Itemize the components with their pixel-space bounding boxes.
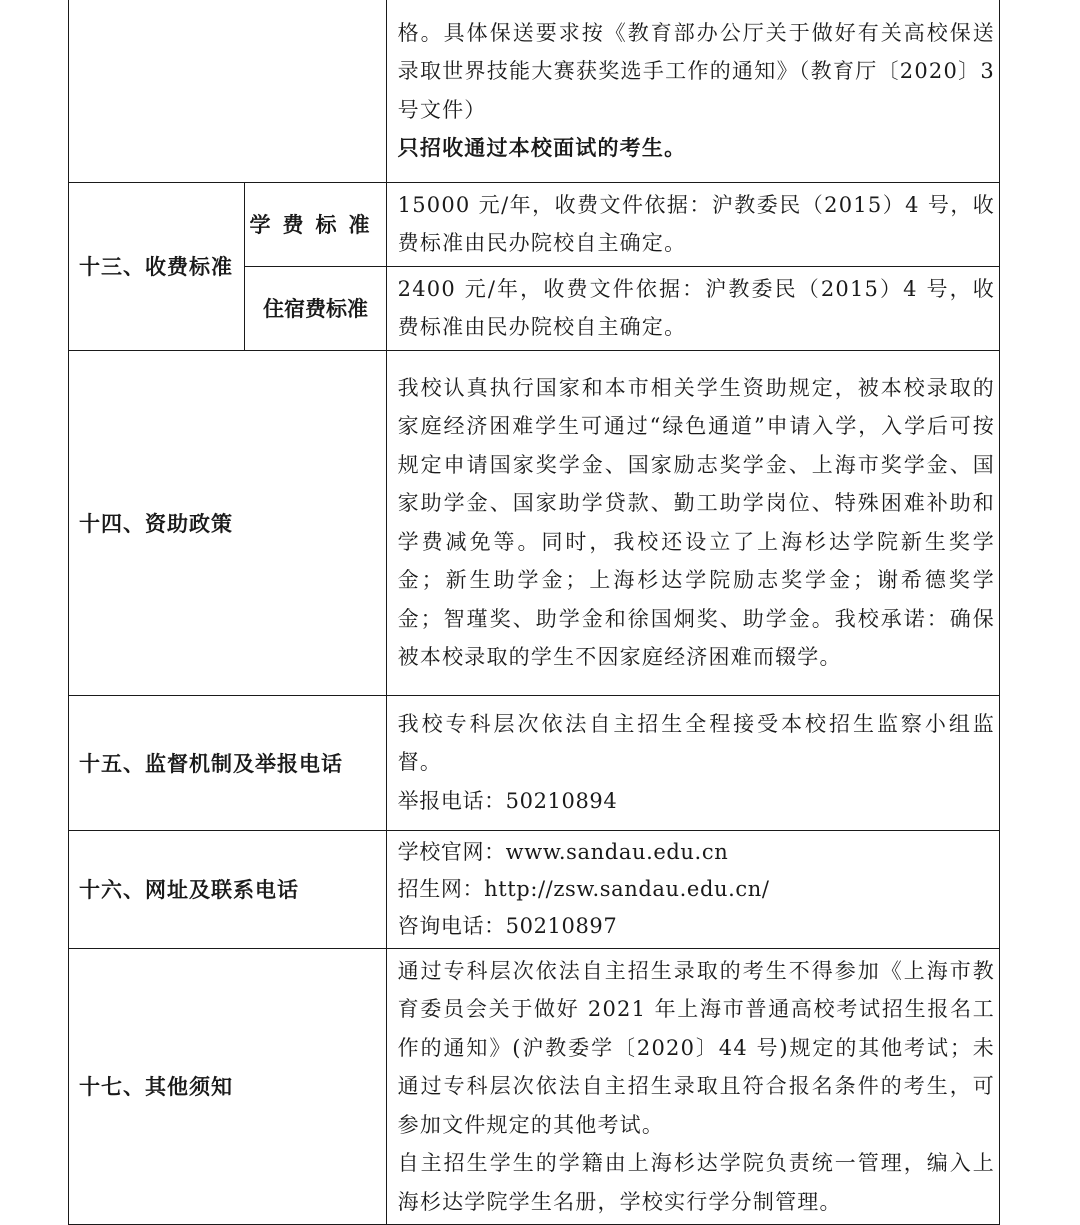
school-website-link[interactable]: 学校官网：www.sandau.edu.cn: [397, 839, 729, 864]
lodging-label: 住宿费标准: [245, 266, 386, 350]
row-16: [69, 830, 1000, 948]
row-12-text: 格。具体保送要求按《教育部办公厅关于做好有关高校保送录取世界技能大赛获奖选手工作的通知》（教育厅〔2020〕3 号文件）: [397, 20, 995, 122]
row-15-category: 十五、监督机制及举报电话: [69, 695, 387, 830]
row-17-category: 十七、其他须知: [69, 948, 387, 1225]
row-12-bold-note: 只招收通过本校面试的考生。: [397, 136, 687, 161]
row-17-text-1: 通过专科层次依法自主招生录取的考生不得参加《上海市教育委员会关于做好 2021 年上海市普通高校考试招生报名工作的通知》(沪教委学〔2020〕44 号)规定的其他考试；未通过专科层次依法自主招生录取且符合报名条件的考生，可参加文件规定的其他考试。: [397, 958, 995, 1137]
tuition-text: 15000 元/年，收费文件依据：沪教委民（2015）4 号，收费标准由民办院校自主确定。: [386, 182, 999, 266]
row-15-text: 我校专科层次依法自主招生全程接受本校招生监察小组监督。: [397, 711, 995, 775]
row-15: [69, 695, 1000, 830]
report-phone: 举报电话：50210894: [397, 788, 618, 813]
lodging-text: 2400 元/年，收费文件依据：沪教委民（2015）4 号，收费标准由民办院校自主确定。: [386, 266, 999, 350]
row-12-label-cell: [69, 0, 387, 182]
row-17-text-2: 自主招生学生的学籍由上海杉达学院负责统一管理，编入上海杉达学院学生名册，学校实行学分制管理。: [397, 1151, 995, 1214]
row-14-text: 我校认真执行国家和本市相关学生资助规定，被本校录取的家庭经济困难学生可通过“绿色通道”申请入学，入学后可按规定申请国家奖学金、国家励志奖学金、上海市奖学金、国家助学金、国家助学贷款、勤工助学岗位、特殊困难补助和学费减免等。同时，我校还设立了上海杉达学院新生奖学金；新生助学金；上海杉达学院励志奖学金；谢希德奖学金；智瑾奖、助学金和徐国炯奖、助学金。我校承诺：确保被本校录取的学生不因家庭经济困难而辍学。: [386, 350, 999, 695]
row-17-content: [386, 948, 999, 1225]
row-16-content: [386, 830, 999, 948]
row-12-continued: [69, 0, 1000, 182]
admissions-website-link[interactable]: 招生网：http://zsw.sandau.edu.cn/: [397, 876, 770, 901]
tuition-label: 学费标准: [245, 182, 386, 266]
row-16-category: 十六、网址及联系电话: [69, 830, 387, 948]
row-12-content: [386, 0, 999, 182]
consult-phone: 咨询电话：50210897: [397, 913, 618, 938]
row-15-content: [386, 695, 999, 830]
row-17: [69, 948, 1000, 1225]
row-14: [69, 350, 1000, 695]
row-14-category: 十四、资助政策: [69, 350, 387, 695]
row-13-tuition: [69, 182, 1000, 266]
row-13-category: 十三、收费标准: [69, 182, 245, 350]
admissions-info-table: [68, 0, 1000, 1225]
